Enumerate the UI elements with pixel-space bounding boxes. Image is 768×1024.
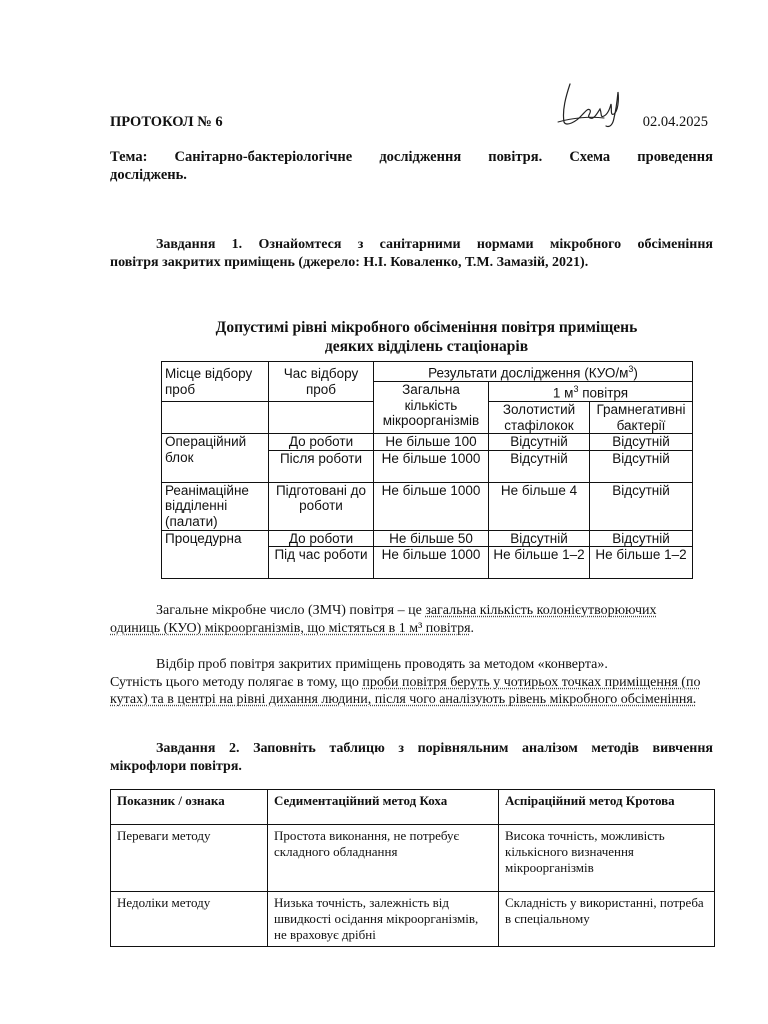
topic-line-1: Тема: Санітарно-бактеріологічне дослідження повітря. Схема проведення bbox=[110, 149, 713, 165]
task-1-line-2: повітря закритих приміщень (джерело: Н.І. Коваленко, Т.М. Замазій, 2021). bbox=[110, 254, 589, 270]
norms-time: Після роботи bbox=[269, 450, 374, 482]
norms-time: До роботи bbox=[269, 434, 374, 451]
norms-total: Не більше 100 bbox=[374, 434, 489, 451]
table-cell: Недоліки методу bbox=[111, 892, 268, 947]
norms-gram: Відсутній bbox=[590, 434, 693, 451]
norms-time: До роботи bbox=[269, 530, 374, 547]
table-cell: Висока точність, можливість кількісного визначення мікроорганізмів bbox=[499, 825, 715, 892]
norms-head-time-spacer bbox=[269, 402, 374, 434]
protocol-title: ПРОТОКОЛ № 6 bbox=[110, 114, 223, 130]
norms-staph: Не більше 4 bbox=[489, 482, 590, 530]
norms-place: Операційний блок bbox=[162, 434, 269, 483]
column-header: Аспіраційний метод Кротова bbox=[499, 790, 715, 825]
norms-time: Під час роботи bbox=[269, 547, 374, 579]
norms-staph: Відсутній bbox=[489, 530, 590, 547]
norms-head-time: Час відбору проб bbox=[269, 362, 374, 402]
norms-total: Не більше 1000 bbox=[374, 450, 489, 482]
paragraph-envelope-method: Відбір проб повітря закритих приміщень проводять за методом «конверта». Сутність цього методу полягає в тому, що проби повітря беруть у чотирьох точках приміщення (по кутах) та в центрі на рівні дихання людини, після чого аналізують рівень мікробного обсіменіння. bbox=[110, 657, 701, 707]
table-cell: Простота виконання, не потребує складного обладнання bbox=[268, 825, 499, 892]
topic-line-2: досліджень. bbox=[110, 167, 187, 183]
task-2-line-1: Завдання 2. Заповніть таблицю з порівняльним аналізом методів вивчення bbox=[156, 741, 713, 756]
norms-title bbox=[160, 318, 693, 356]
table-cell: Переваги методу bbox=[111, 825, 268, 892]
dotted-text: одиниць (КУО) мікроорганізмів, що містяться в 1 м³ повітря bbox=[110, 620, 471, 636]
paragraph-zmch: Загальне мікробне число (ЗМЧ) повітря – це загальна кількість колонієутворюючих одиниць (КУО) мікроорганізмів, що містяться в 1 м³ повітря. bbox=[110, 603, 657, 636]
norms-table-image bbox=[160, 318, 700, 582]
norms-head-results: Результати дослідження $(КУО/м^3)$ bbox=[374, 362, 693, 382]
dotted-text: загальна кількість колонієутворюючих bbox=[425, 603, 657, 618]
protocol-date: 02.04.2025 bbox=[642, 114, 708, 130]
norms-head-total: Загальна кількість мікроорганізмів bbox=[374, 382, 489, 434]
task-2 bbox=[110, 740, 713, 775]
dotted-text: проби повітря беруть у чотирьох точках приміщення (по кутах) та в центрі на рівні дихання людини, після чого аналізують рівень мікробного обсіменіння. bbox=[110, 674, 701, 707]
norms-head-place-spacer bbox=[162, 402, 269, 434]
norms-total: Не більше 1000 bbox=[374, 482, 489, 530]
norms-gram: Відсутній bbox=[590, 482, 693, 530]
table-row bbox=[162, 434, 693, 451]
norms-gram: Відсутній bbox=[590, 530, 693, 547]
table-row bbox=[111, 892, 715, 947]
norms-time: Підготовані до роботи bbox=[269, 482, 374, 530]
norms-head-staph: Золотистий стафілокок bbox=[489, 402, 590, 434]
norms-gram: Не більше 1–2 bbox=[590, 547, 693, 579]
norms-title-line-1: Допустимі рівні мікробного обсіменіння повітря приміщень bbox=[215, 319, 638, 336]
norms-title-line-2: деяких відділень стаціонарів bbox=[324, 338, 529, 355]
norms-gram: Відсутній bbox=[590, 450, 693, 482]
norms-table bbox=[161, 361, 693, 579]
norms-staph: Не більше 1–2 bbox=[489, 547, 590, 579]
table-row bbox=[162, 482, 693, 530]
table-cell: Складність у використанні, потреба в спеціальному bbox=[499, 892, 715, 947]
signature-icon bbox=[556, 78, 628, 128]
task-2-line-2: мікрофлори повітря. bbox=[110, 758, 242, 774]
column-header: Показник / ознака bbox=[111, 790, 268, 825]
task-1 bbox=[110, 236, 713, 271]
norms-staph: Відсутній bbox=[489, 450, 590, 482]
task-1-line-1: Завдання 1. Ознайомтеся з санітарними нормами мікробного обсіменіння bbox=[156, 237, 713, 252]
norms-place: Процедурна bbox=[162, 530, 269, 579]
norms-head-volume: 1 $м^3$ повітря bbox=[489, 382, 693, 402]
topic bbox=[110, 148, 713, 184]
norms-place: Реанімаційне відділенні (палати) bbox=[162, 482, 269, 530]
column-header: Седиментаційний метод Коха bbox=[268, 790, 499, 825]
table-row bbox=[111, 790, 715, 825]
table-cell: Низька точність, залежність від швидкості осідання мікроорганізмів, не враховує дрібні bbox=[268, 892, 499, 947]
norms-total: Не більше 50 bbox=[374, 530, 489, 547]
norms-head-place: Місце відбору проб bbox=[162, 362, 269, 402]
norms-staph: Відсутній bbox=[489, 434, 590, 451]
norms-head-gram: Грамнегативні бактерії bbox=[590, 402, 693, 434]
comparison-table bbox=[110, 789, 715, 947]
table-row bbox=[111, 825, 715, 892]
table-row bbox=[162, 530, 693, 547]
norms-total: Не більше 1000 bbox=[374, 547, 489, 579]
